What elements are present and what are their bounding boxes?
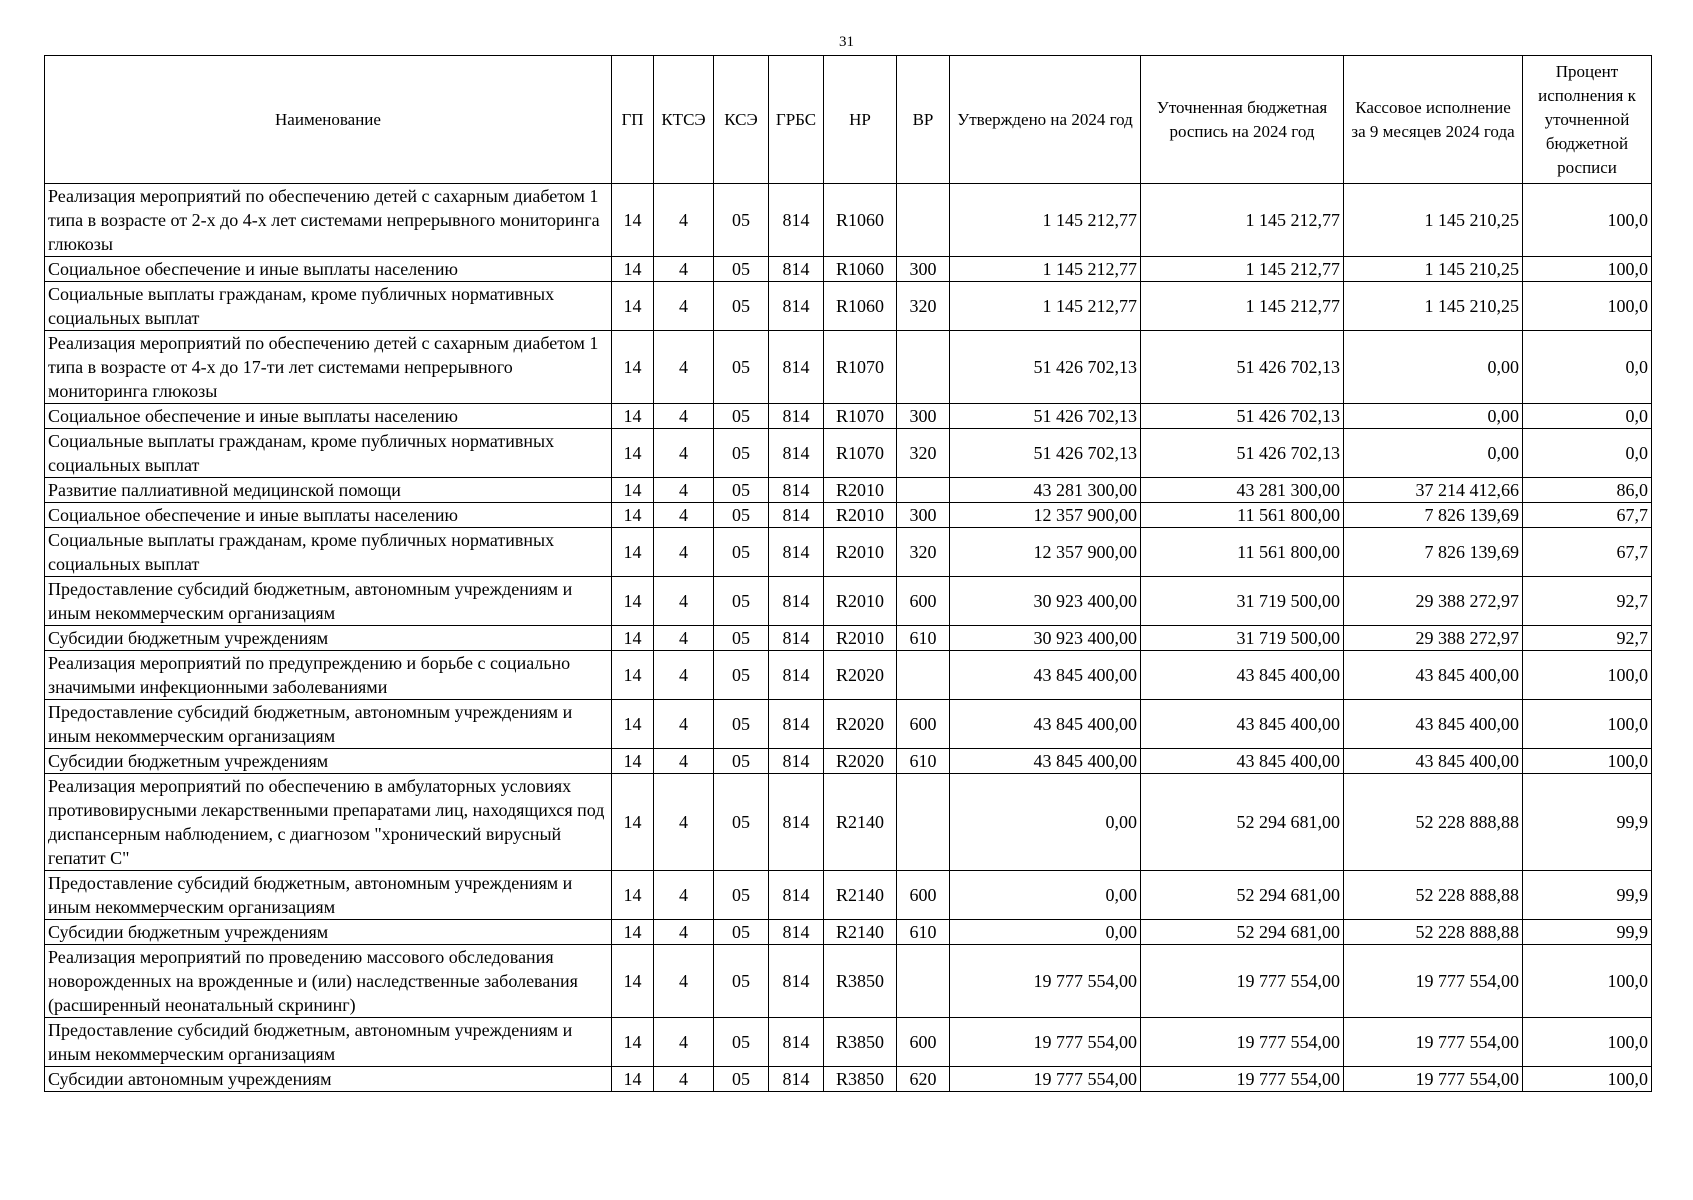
cell-name: Предоставление субсидий бюджетным, автономным учреждениям и иным некоммерческим организациям (45, 577, 612, 626)
cell-vr: 600 (897, 700, 950, 749)
cell-name: Субсидии бюджетным учреждениям (45, 920, 612, 945)
table-row (45, 1067, 1652, 1092)
cell-percent: 100,0 (1523, 257, 1652, 282)
cell-approved: 43 845 400,00 (950, 651, 1141, 700)
header-name: Наименование (45, 56, 612, 184)
cell-name: Социальное обеспечение и иные выплаты населению (45, 404, 612, 429)
cell-refined: 51 426 702,13 (1141, 429, 1344, 478)
cell-refined: 43 845 400,00 (1141, 749, 1344, 774)
cell-grbs: 814 (769, 184, 824, 257)
table-row (45, 528, 1652, 577)
cell-np: R1060 (824, 282, 897, 331)
table-row (45, 331, 1652, 404)
cell-refined: 51 426 702,13 (1141, 404, 1344, 429)
cell-cash: 0,00 (1344, 404, 1523, 429)
cell-cash: 19 777 554,00 (1344, 945, 1523, 1018)
cell-approved: 43 845 400,00 (950, 700, 1141, 749)
cell-ktse: 4 (654, 920, 714, 945)
cell-grbs: 814 (769, 528, 824, 577)
table-row (45, 503, 1652, 528)
cell-approved: 1 145 212,77 (950, 282, 1141, 331)
cell-ktse: 4 (654, 331, 714, 404)
cell-ktse: 4 (654, 257, 714, 282)
cell-kse: 05 (714, 331, 769, 404)
cell-gp: 14 (612, 503, 654, 528)
header-cash: Кассовое исполнение за 9 месяцев 2024 года (1344, 56, 1523, 184)
cell-refined: 11 561 800,00 (1141, 528, 1344, 577)
cell-gp: 14 (612, 626, 654, 651)
cell-refined: 31 719 500,00 (1141, 626, 1344, 651)
table-header-row (45, 56, 1652, 184)
table-row (45, 257, 1652, 282)
cell-grbs: 814 (769, 1067, 824, 1092)
cell-name: Развитие паллиативной медицинской помощи (45, 478, 612, 503)
cell-name: Социальные выплаты гражданам, кроме публичных нормативных социальных выплат (45, 528, 612, 577)
cell-vr: 300 (897, 257, 950, 282)
cell-percent: 67,7 (1523, 528, 1652, 577)
cell-ktse: 4 (654, 184, 714, 257)
cell-approved: 51 426 702,13 (950, 404, 1141, 429)
cell-np: R3850 (824, 945, 897, 1018)
cell-name: Социальное обеспечение и иные выплаты населению (45, 503, 612, 528)
cell-percent: 67,7 (1523, 503, 1652, 528)
cell-refined: 19 777 554,00 (1141, 1067, 1344, 1092)
cell-approved: 43 845 400,00 (950, 749, 1141, 774)
cell-ktse: 4 (654, 528, 714, 577)
cell-approved: 19 777 554,00 (950, 1018, 1141, 1067)
cell-cash: 43 845 400,00 (1344, 700, 1523, 749)
cell-kse: 05 (714, 184, 769, 257)
cell-grbs: 814 (769, 478, 824, 503)
cell-np: R3850 (824, 1018, 897, 1067)
cell-np: R2010 (824, 503, 897, 528)
cell-cash: 52 228 888,88 (1344, 920, 1523, 945)
cell-refined: 52 294 681,00 (1141, 774, 1344, 871)
cell-cash: 1 145 210,25 (1344, 257, 1523, 282)
cell-approved: 1 145 212,77 (950, 257, 1141, 282)
cell-percent: 100,0 (1523, 700, 1652, 749)
budget-table (44, 55, 1652, 1092)
cell-ktse: 4 (654, 282, 714, 331)
cell-np: R2020 (824, 651, 897, 700)
cell-np: R1060 (824, 257, 897, 282)
cell-approved: 19 777 554,00 (950, 945, 1141, 1018)
cell-cash: 0,00 (1344, 429, 1523, 478)
cell-gp: 14 (612, 749, 654, 774)
cell-gp: 14 (612, 331, 654, 404)
cell-refined: 1 145 212,77 (1141, 282, 1344, 331)
cell-cash: 29 388 272,97 (1344, 577, 1523, 626)
table-row (45, 749, 1652, 774)
cell-np: R2020 (824, 700, 897, 749)
cell-gp: 14 (612, 871, 654, 920)
cell-ktse: 4 (654, 503, 714, 528)
cell-refined: 31 719 500,00 (1141, 577, 1344, 626)
cell-cash: 1 145 210,25 (1344, 282, 1523, 331)
cell-ktse: 4 (654, 1018, 714, 1067)
cell-ktse: 4 (654, 700, 714, 749)
cell-np: R2010 (824, 626, 897, 651)
cell-name: Субсидии автономным учреждениям (45, 1067, 612, 1092)
cell-gp: 14 (612, 528, 654, 577)
cell-np: R3850 (824, 1067, 897, 1092)
cell-ktse: 4 (654, 626, 714, 651)
cell-gp: 14 (612, 184, 654, 257)
cell-name: Реализация мероприятий по проведению массового обследования новорожденных на врожденные и (или) наследственные заболевания (расширенный неонатальный скрининг) (45, 945, 612, 1018)
header-np: НР (824, 56, 897, 184)
cell-grbs: 814 (769, 282, 824, 331)
table-row (45, 871, 1652, 920)
cell-approved: 43 281 300,00 (950, 478, 1141, 503)
cell-np: R2140 (824, 774, 897, 871)
cell-percent: 92,7 (1523, 626, 1652, 651)
cell-percent: 99,9 (1523, 871, 1652, 920)
cell-approved: 30 923 400,00 (950, 577, 1141, 626)
table-row (45, 700, 1652, 749)
cell-name: Предоставление субсидий бюджетным, автономным учреждениям и иным некоммерческим организациям (45, 1018, 612, 1067)
cell-percent: 100,0 (1523, 651, 1652, 700)
cell-kse: 05 (714, 651, 769, 700)
cell-vr: 610 (897, 749, 950, 774)
cell-grbs: 814 (769, 429, 824, 478)
table-row (45, 184, 1652, 257)
table-row (45, 945, 1652, 1018)
cell-gp: 14 (612, 577, 654, 626)
cell-kse: 05 (714, 920, 769, 945)
cell-vr: 600 (897, 577, 950, 626)
cell-gp: 14 (612, 651, 654, 700)
cell-percent: 100,0 (1523, 749, 1652, 774)
cell-ktse: 4 (654, 749, 714, 774)
cell-percent: 100,0 (1523, 1067, 1652, 1092)
cell-np: R2010 (824, 478, 897, 503)
cell-ktse: 4 (654, 774, 714, 871)
cell-kse: 05 (714, 528, 769, 577)
cell-vr (897, 651, 950, 700)
cell-vr (897, 331, 950, 404)
cell-name: Реализация мероприятий по обеспечению в амбулаторных условиях противовирусными лекарственными препаратами лиц, находящихся под диспансерным наблюдением, с диагнозом "хронический вирусный гепатит С" (45, 774, 612, 871)
cell-grbs: 814 (769, 774, 824, 871)
header-percent: Процент исполнения к уточненной бюджетной росписи (1523, 56, 1652, 184)
table-body (45, 184, 1652, 1092)
header-vr: ВР (897, 56, 950, 184)
cell-np: R2140 (824, 920, 897, 945)
table-row (45, 282, 1652, 331)
cell-refined: 52 294 681,00 (1141, 871, 1344, 920)
cell-approved: 12 357 900,00 (950, 528, 1141, 577)
cell-np: R2020 (824, 749, 897, 774)
cell-grbs: 814 (769, 626, 824, 651)
cell-kse: 05 (714, 626, 769, 651)
cell-name: Реализация мероприятий по обеспечению детей с сахарным диабетом 1 типа в возрасте от 4-х до 17-ти лет системами непрерывного мониторинга глюкозы (45, 331, 612, 404)
cell-kse: 05 (714, 871, 769, 920)
cell-approved: 0,00 (950, 871, 1141, 920)
cell-refined: 1 145 212,77 (1141, 257, 1344, 282)
header-approved: Утверждено на 2024 год (950, 56, 1141, 184)
cell-percent: 92,7 (1523, 577, 1652, 626)
cell-kse: 05 (714, 774, 769, 871)
cell-cash: 7 826 139,69 (1344, 503, 1523, 528)
cell-vr (897, 184, 950, 257)
cell-grbs: 814 (769, 1018, 824, 1067)
table-row (45, 577, 1652, 626)
table-row (45, 774, 1652, 871)
cell-kse: 05 (714, 478, 769, 503)
cell-gp: 14 (612, 1067, 654, 1092)
cell-kse: 05 (714, 577, 769, 626)
cell-gp: 14 (612, 774, 654, 871)
cell-gp: 14 (612, 1018, 654, 1067)
cell-approved: 51 426 702,13 (950, 429, 1141, 478)
cell-kse: 05 (714, 945, 769, 1018)
cell-vr: 300 (897, 503, 950, 528)
cell-grbs: 814 (769, 920, 824, 945)
cell-cash: 52 228 888,88 (1344, 774, 1523, 871)
cell-refined: 51 426 702,13 (1141, 331, 1344, 404)
cell-percent: 0,0 (1523, 331, 1652, 404)
cell-approved: 30 923 400,00 (950, 626, 1141, 651)
table-row (45, 626, 1652, 651)
cell-ktse: 4 (654, 577, 714, 626)
cell-name: Социальные выплаты гражданам, кроме публичных нормативных социальных выплат (45, 282, 612, 331)
cell-vr: 300 (897, 404, 950, 429)
cell-grbs: 814 (769, 404, 824, 429)
cell-np: R1070 (824, 429, 897, 478)
cell-np: R2140 (824, 871, 897, 920)
cell-name: Социальное обеспечение и иные выплаты населению (45, 257, 612, 282)
cell-percent: 0,0 (1523, 429, 1652, 478)
cell-approved: 51 426 702,13 (950, 331, 1141, 404)
page-number: 31 (839, 34, 854, 50)
cell-refined: 11 561 800,00 (1141, 503, 1344, 528)
cell-vr: 320 (897, 528, 950, 577)
header-grbs: ГРБС (769, 56, 824, 184)
cell-ktse: 4 (654, 478, 714, 503)
cell-percent: 100,0 (1523, 945, 1652, 1018)
cell-percent: 99,9 (1523, 920, 1652, 945)
cell-percent: 100,0 (1523, 1018, 1652, 1067)
cell-ktse: 4 (654, 429, 714, 478)
cell-cash: 43 845 400,00 (1344, 651, 1523, 700)
cell-vr: 620 (897, 1067, 950, 1092)
cell-vr: 600 (897, 1018, 950, 1067)
cell-kse: 05 (714, 1018, 769, 1067)
cell-refined: 1 145 212,77 (1141, 184, 1344, 257)
cell-kse: 05 (714, 749, 769, 774)
cell-gp: 14 (612, 282, 654, 331)
cell-name: Реализация мероприятий по предупреждению и борьбе с социально значимыми инфекционными заболеваниями (45, 651, 612, 700)
cell-vr (897, 945, 950, 1018)
cell-gp: 14 (612, 429, 654, 478)
cell-approved: 12 357 900,00 (950, 503, 1141, 528)
table-row (45, 1018, 1652, 1067)
cell-kse: 05 (714, 282, 769, 331)
cell-grbs: 814 (769, 331, 824, 404)
cell-np: R2010 (824, 577, 897, 626)
cell-np: R1060 (824, 184, 897, 257)
cell-name: Субсидии бюджетным учреждениям (45, 626, 612, 651)
cell-kse: 05 (714, 503, 769, 528)
cell-gp: 14 (612, 478, 654, 503)
cell-gp: 14 (612, 404, 654, 429)
table-row (45, 429, 1652, 478)
cell-approved: 19 777 554,00 (950, 1067, 1141, 1092)
header-gp: ГП (612, 56, 654, 184)
cell-name: Предоставление субсидий бюджетным, автономным учреждениям и иным некоммерческим организациям (45, 871, 612, 920)
cell-refined: 52 294 681,00 (1141, 920, 1344, 945)
cell-vr: 610 (897, 626, 950, 651)
cell-cash: 52 228 888,88 (1344, 871, 1523, 920)
cell-grbs: 814 (769, 749, 824, 774)
cell-ktse: 4 (654, 404, 714, 429)
cell-approved: 0,00 (950, 920, 1141, 945)
cell-kse: 05 (714, 1067, 769, 1092)
cell-name: Предоставление субсидий бюджетным, автономным учреждениям и иным некоммерческим организациям (45, 700, 612, 749)
cell-cash: 29 388 272,97 (1344, 626, 1523, 651)
cell-gp: 14 (612, 945, 654, 1018)
cell-np: R1070 (824, 404, 897, 429)
cell-percent: 86,0 (1523, 478, 1652, 503)
header-ktse: КТСЭ (654, 56, 714, 184)
cell-refined: 19 777 554,00 (1141, 945, 1344, 1018)
cell-cash: 37 214 412,66 (1344, 478, 1523, 503)
cell-ktse: 4 (654, 871, 714, 920)
cell-vr (897, 478, 950, 503)
cell-grbs: 814 (769, 577, 824, 626)
cell-vr (897, 774, 950, 871)
cell-kse: 05 (714, 700, 769, 749)
cell-grbs: 814 (769, 651, 824, 700)
cell-ktse: 4 (654, 651, 714, 700)
cell-name: Реализация мероприятий по обеспечению детей с сахарным диабетом 1 типа в возрасте от 2-х до 4-х лет системами непрерывного мониторинга глюкозы (45, 184, 612, 257)
cell-cash: 7 826 139,69 (1344, 528, 1523, 577)
header-refined: Уточненная бюджетная роспись на 2024 год (1141, 56, 1344, 184)
cell-percent: 100,0 (1523, 184, 1652, 257)
table-row (45, 404, 1652, 429)
cell-grbs: 814 (769, 945, 824, 1018)
cell-kse: 05 (714, 404, 769, 429)
header-kse: КСЭ (714, 56, 769, 184)
cell-cash: 0,00 (1344, 331, 1523, 404)
cell-refined: 43 845 400,00 (1141, 700, 1344, 749)
cell-cash: 19 777 554,00 (1344, 1067, 1523, 1092)
cell-grbs: 814 (769, 700, 824, 749)
cell-refined: 19 777 554,00 (1141, 1018, 1344, 1067)
cell-grbs: 814 (769, 503, 824, 528)
cell-kse: 05 (714, 429, 769, 478)
table-row (45, 478, 1652, 503)
cell-vr: 320 (897, 429, 950, 478)
cell-refined: 43 281 300,00 (1141, 478, 1344, 503)
cell-vr: 600 (897, 871, 950, 920)
cell-grbs: 814 (769, 257, 824, 282)
cell-ktse: 4 (654, 945, 714, 1018)
cell-gp: 14 (612, 920, 654, 945)
cell-approved: 0,00 (950, 774, 1141, 871)
cell-refined: 43 845 400,00 (1141, 651, 1344, 700)
cell-percent: 0,0 (1523, 404, 1652, 429)
cell-cash: 1 145 210,25 (1344, 184, 1523, 257)
cell-gp: 14 (612, 257, 654, 282)
table-row (45, 920, 1652, 945)
cell-vr: 610 (897, 920, 950, 945)
cell-approved: 1 145 212,77 (950, 184, 1141, 257)
cell-np: R2010 (824, 528, 897, 577)
cell-ktse: 4 (654, 1067, 714, 1092)
cell-cash: 43 845 400,00 (1344, 749, 1523, 774)
cell-grbs: 814 (769, 871, 824, 920)
table-row (45, 651, 1652, 700)
cell-kse: 05 (714, 257, 769, 282)
cell-name: Социальные выплаты гражданам, кроме публичных нормативных социальных выплат (45, 429, 612, 478)
cell-gp: 14 (612, 700, 654, 749)
cell-percent: 100,0 (1523, 282, 1652, 331)
cell-cash: 19 777 554,00 (1344, 1018, 1523, 1067)
cell-name: Субсидии бюджетным учреждениям (45, 749, 612, 774)
cell-np: R1070 (824, 331, 897, 404)
cell-vr: 320 (897, 282, 950, 331)
cell-percent: 99,9 (1523, 774, 1652, 871)
